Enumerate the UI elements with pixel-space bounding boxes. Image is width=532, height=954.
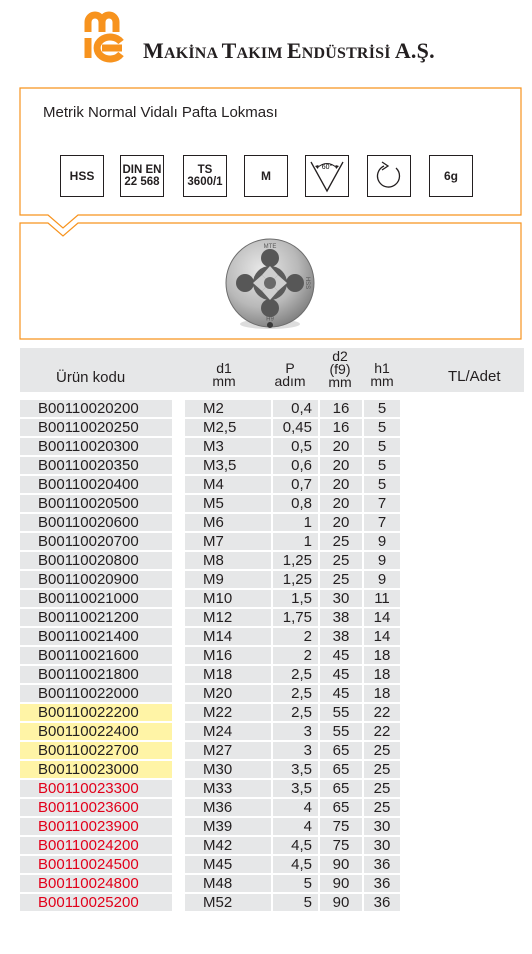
table-row <box>20 514 420 533</box>
pitch-cell: 2,5 <box>273 704 318 721</box>
table-row <box>20 685 420 704</box>
d2-cell: 20 <box>320 495 362 512</box>
d2-cell: 25 <box>320 533 362 550</box>
h1-cell: 5 <box>364 457 400 474</box>
h1-cell: 25 <box>364 799 400 816</box>
d1-cell: M8 <box>185 552 271 569</box>
d2-cell: 16 <box>320 419 362 436</box>
d2-cell: 20 <box>320 438 362 455</box>
product-code-cell: B00110020700 <box>20 533 172 550</box>
pitch-cell: 1 <box>273 533 318 550</box>
company-name-part: AKIM <box>236 45 287 62</box>
h1-cell: 36 <box>364 894 400 911</box>
pitch-cell: 1,25 <box>273 552 318 569</box>
h1-cell: 5 <box>364 476 400 493</box>
d2-cell: 90 <box>320 856 362 873</box>
d1-cell: M3 <box>185 438 271 455</box>
h1-cell: 18 <box>364 647 400 664</box>
d1-cell: M5 <box>185 495 271 512</box>
pitch-cell: 2,5 <box>273 666 318 683</box>
d1-cell: M30 <box>185 761 271 778</box>
d2-cell: 38 <box>320 628 362 645</box>
pitch-cell: 3 <box>273 723 318 740</box>
h1-cell: 18 <box>364 685 400 702</box>
tolerance-icon: 6g <box>429 155 473 197</box>
product-title: Metrik Normal Vidalı Pafta Lokması <box>43 104 278 121</box>
table-row <box>20 742 420 761</box>
header-code: Ürün kodu <box>56 369 126 386</box>
h1-cell: 30 <box>364 818 400 835</box>
product-code-cell: B00110020900 <box>20 571 172 588</box>
product-code-cell: B00110021600 <box>20 647 172 664</box>
product-code-cell: B00110021200 <box>20 609 172 626</box>
d2-cell: 45 <box>320 685 362 702</box>
table-row <box>20 837 420 856</box>
d2-cell: 75 <box>320 818 362 835</box>
d1-cell: M52 <box>185 894 271 911</box>
pitch-cell: 4,5 <box>273 856 318 873</box>
pitch-cell: 1,25 <box>273 571 318 588</box>
product-code-cell: B00110023300 <box>20 780 172 797</box>
h1-cell: 14 <box>364 609 400 626</box>
d2-cell: 30 <box>320 590 362 607</box>
product-code-cell: B00110022400 <box>20 723 172 740</box>
company-name-initial: T <box>221 38 237 63</box>
d2-cell: 20 <box>320 476 362 493</box>
h1-cell: 11 <box>364 590 400 607</box>
h1-cell: 18 <box>364 666 400 683</box>
d1-cell: M45 <box>185 856 271 873</box>
mte-logo <box>78 8 128 64</box>
product-code-cell: B00110025200 <box>20 894 172 911</box>
h1-cell: 36 <box>364 856 400 873</box>
pitch-cell: 0,6 <box>273 457 318 474</box>
d2-cell: 65 <box>320 742 362 759</box>
d2-cell: 90 <box>320 875 362 892</box>
h1-cell: 14 <box>364 628 400 645</box>
product-code-cell: B00110022000 <box>20 685 172 702</box>
d2-cell: 65 <box>320 799 362 816</box>
table-row <box>20 400 420 419</box>
d1-cell: M2,5 <box>185 419 271 436</box>
header-d1: d1 mm <box>212 360 236 389</box>
company-name-part: NDÜSTRİSİ <box>301 45 395 62</box>
pitch-cell: 1,5 <box>273 590 318 607</box>
h1-cell: 30 <box>364 837 400 854</box>
h1-cell: 5 <box>364 419 400 436</box>
d1-cell: M14 <box>185 628 271 645</box>
die-mark-right: HSS <box>304 276 310 290</box>
header-h1: h1 mm <box>370 360 394 389</box>
hss-icon: HSS <box>60 155 104 197</box>
d2-cell: 20 <box>320 514 362 531</box>
table-row <box>20 457 420 476</box>
pitch-cell: 1 <box>273 514 318 531</box>
header-p: P adım <box>274 360 306 389</box>
d1-cell: M22 <box>185 704 271 721</box>
product-code-cell: B00110020600 <box>20 514 172 531</box>
die-mark-bottom: 6H <box>266 314 274 320</box>
d1-cell: M27 <box>185 742 271 759</box>
d2-cell: 55 <box>320 723 362 740</box>
pitch-cell: 3,5 <box>273 761 318 778</box>
table-header <box>20 348 524 392</box>
h1-cell: 9 <box>364 533 400 550</box>
h1-cell: 36 <box>364 875 400 892</box>
rotation-icon <box>367 155 411 197</box>
header-price: TL/Adet <box>448 368 501 385</box>
d2-cell: 38 <box>320 609 362 626</box>
h1-cell: 7 <box>364 495 400 512</box>
company-name-initial: A.Ş. <box>394 38 435 63</box>
pitch-cell: 4 <box>273 799 318 816</box>
table-row <box>20 476 420 495</box>
die-mark-top: MTE <box>263 244 277 250</box>
d2-cell: 75 <box>320 837 362 854</box>
d1-cell: M10 <box>185 590 271 607</box>
product-code-cell: B00110020350 <box>20 457 172 474</box>
product-code-cell: B00110023900 <box>20 818 172 835</box>
product-code-cell: B00110020500 <box>20 495 172 512</box>
h1-cell: 9 <box>364 571 400 588</box>
d2-cell: 45 <box>320 647 362 664</box>
pitch-cell: 1,75 <box>273 609 318 626</box>
product-code-cell: B00110020300 <box>20 438 172 455</box>
d2-cell: 16 <box>320 400 362 417</box>
d2-cell: 25 <box>320 571 362 588</box>
product-code-cell: B00110022200 <box>20 704 172 721</box>
pitch-cell: 5 <box>273 875 318 892</box>
pitch-cell: 0,45 <box>273 419 318 436</box>
d2-cell: 25 <box>320 552 362 569</box>
m-icon: M <box>244 155 288 197</box>
d1-cell: M39 <box>185 818 271 835</box>
product-code-cell: B00110020250 <box>20 419 172 436</box>
pitch-cell: 0,5 <box>273 438 318 455</box>
table-row <box>20 628 420 647</box>
table-row <box>20 761 420 780</box>
d1-cell: M48 <box>185 875 271 892</box>
d1-cell: M2 <box>185 400 271 417</box>
product-code-cell: B00110020800 <box>20 552 172 569</box>
ts-icon: TS 3600/1 <box>183 155 227 197</box>
product-code-cell: B00110024500 <box>20 856 172 873</box>
d1-cell: M24 <box>185 723 271 740</box>
h1-cell: 25 <box>364 761 400 778</box>
d1-cell: M33 <box>185 780 271 797</box>
table-row <box>20 723 420 742</box>
table-row <box>20 894 420 913</box>
table-row <box>20 666 420 685</box>
d1-cell: M3,5 <box>185 457 271 474</box>
product-code-cell: B00110024200 <box>20 837 172 854</box>
header-d2: d2 (f9) mm <box>328 348 352 390</box>
d2-cell: 90 <box>320 894 362 911</box>
h1-cell: 25 <box>364 742 400 759</box>
h1-cell: 5 <box>364 438 400 455</box>
din-icon: DIN EN 22 568 <box>120 155 164 197</box>
table-row <box>20 780 420 799</box>
company-name-part: AKİNA <box>163 45 222 62</box>
h1-cell: 5 <box>364 400 400 417</box>
product-code-cell: B00110021800 <box>20 666 172 683</box>
product-code-cell: B00110020400 <box>20 476 172 493</box>
d2-cell: 65 <box>320 780 362 797</box>
d1-cell: M12 <box>185 609 271 626</box>
table-row <box>20 552 420 571</box>
pitch-cell: 2 <box>273 628 318 645</box>
d2-cell: 45 <box>320 666 362 683</box>
d2-cell: 65 <box>320 761 362 778</box>
table-row <box>20 647 420 666</box>
table-row <box>20 856 420 875</box>
table-row <box>20 533 420 552</box>
table-row <box>20 609 420 628</box>
thread-angle-label: 60° <box>321 164 333 171</box>
h1-cell: 22 <box>364 704 400 721</box>
product-code-cell: B00110021000 <box>20 590 172 607</box>
pitch-cell: 0,8 <box>273 495 318 512</box>
company-name-initial: M <box>143 38 164 63</box>
pitch-cell: 0,4 <box>273 400 318 417</box>
table-row <box>20 818 420 837</box>
pitch-cell: 2 <box>273 647 318 664</box>
pitch-cell: 2,5 <box>273 685 318 702</box>
product-code-cell: B00110023600 <box>20 799 172 816</box>
d1-cell: M6 <box>185 514 271 531</box>
pitch-cell: 4 <box>273 818 318 835</box>
h1-cell: 9 <box>364 552 400 569</box>
d2-cell: 20 <box>320 457 362 474</box>
h1-cell: 25 <box>364 780 400 797</box>
d1-cell: M18 <box>185 666 271 683</box>
d1-cell: M7 <box>185 533 271 550</box>
pitch-cell: 0,7 <box>273 476 318 493</box>
d1-cell: M9 <box>185 571 271 588</box>
product-code-cell: B00110020200 <box>20 400 172 417</box>
d1-cell: M36 <box>185 799 271 816</box>
d1-cell: M16 <box>185 647 271 664</box>
table-row <box>20 495 420 514</box>
product-code-cell: B00110021400 <box>20 628 172 645</box>
h1-cell: 7 <box>364 514 400 531</box>
table-row <box>20 571 420 590</box>
company-name-initial: E <box>286 38 302 63</box>
round-die-icon <box>222 236 318 334</box>
table-row <box>20 438 420 457</box>
d2-cell: 55 <box>320 704 362 721</box>
table-row <box>20 590 420 609</box>
product-code-cell: B00110022700 <box>20 742 172 759</box>
d1-cell: M20 <box>185 685 271 702</box>
pitch-cell: 3 <box>273 742 318 759</box>
table-row <box>20 875 420 894</box>
pitch-cell: 5 <box>273 894 318 911</box>
h1-cell: 22 <box>364 723 400 740</box>
pitch-cell: 4,5 <box>273 837 318 854</box>
d1-cell: M4 <box>185 476 271 493</box>
product-code-cell: B00110023000 <box>20 761 172 778</box>
thread-angle-icon <box>305 155 349 197</box>
table-row <box>20 704 420 723</box>
pitch-cell: 3,5 <box>273 780 318 797</box>
company-name <box>143 38 435 64</box>
d1-cell: M42 <box>185 837 271 854</box>
product-code-cell: B00110024800 <box>20 875 172 892</box>
table-row <box>20 419 420 438</box>
table-row <box>20 799 420 818</box>
